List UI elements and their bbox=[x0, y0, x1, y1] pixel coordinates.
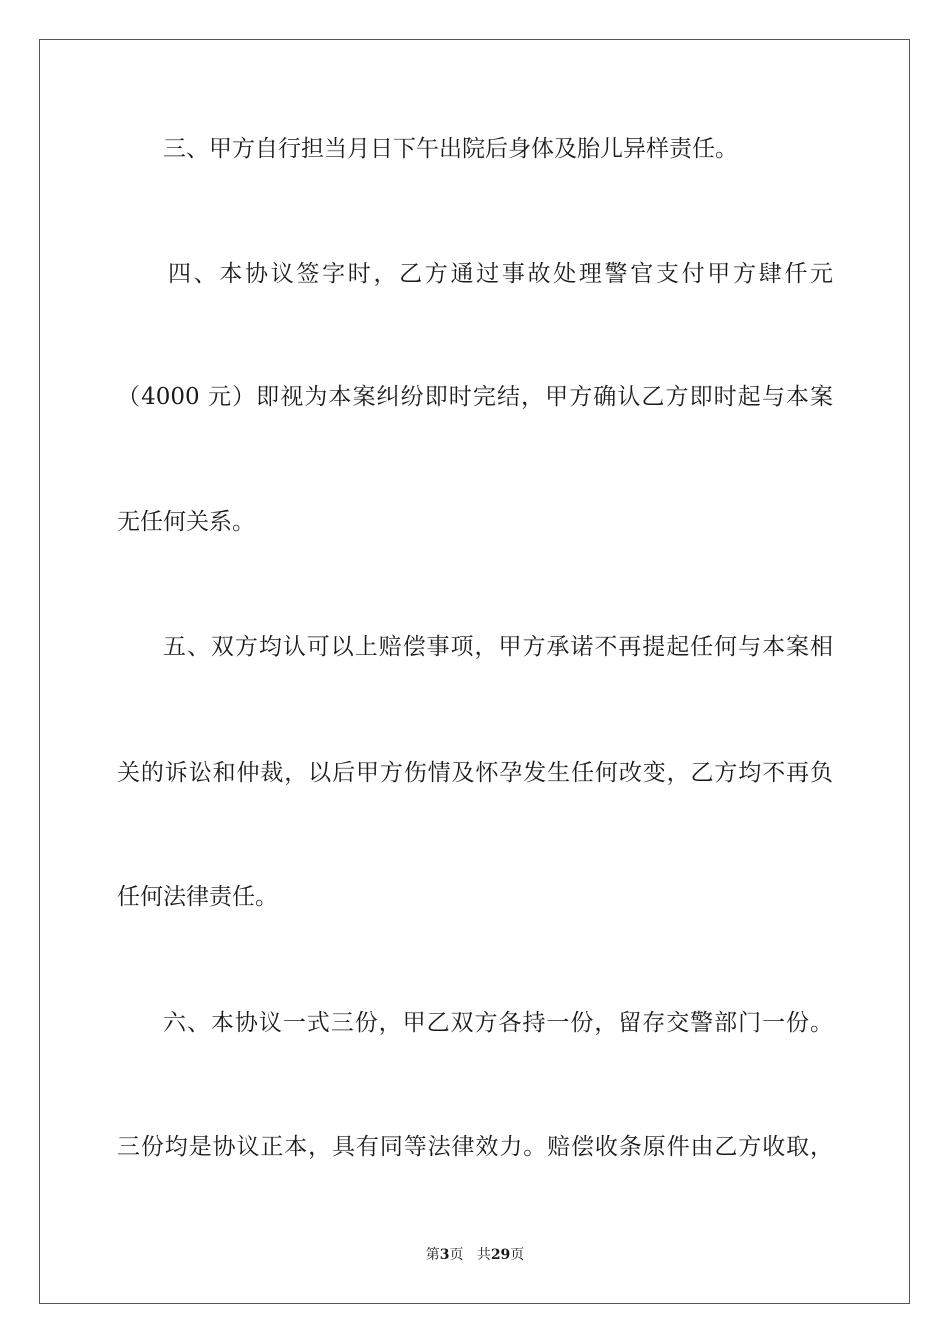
paragraph-4-line-2: （4000 元）即视为本案纠纷即时完结，甲方确认乙方即时起与本案 bbox=[117, 384, 833, 410]
paragraph-5-line-3: 任何法律责任。 bbox=[117, 884, 278, 910]
paragraph-4-line-1: 四、本协议签字时，乙方通过事故处理警官支付甲方肆仟元 bbox=[168, 261, 833, 287]
footer-total-prefix: 共 bbox=[476, 1247, 491, 1263]
page-footer bbox=[0, 1246, 950, 1264]
paragraph-6-line-2: 三份均是协议正本，具有同等法律效力。赔偿收条原件由乙方收取， bbox=[117, 1134, 833, 1160]
page-border bbox=[39, 39, 910, 1304]
footer-total-suffix: 页 bbox=[510, 1247, 525, 1263]
footer-page-suffix: 页 bbox=[449, 1247, 464, 1263]
footer-page-prefix: 第 bbox=[425, 1247, 440, 1263]
paragraph-4-line-3: 无任何关系。 bbox=[117, 509, 255, 535]
paragraph-5-line-1: 五、双方均认可以上赔偿事项，甲方承诺不再提起任何与本案相 bbox=[163, 634, 833, 660]
paragraph-5-line-2: 关的诉讼和仲裁，以后甲方伤情及怀孕发生任何改变，乙方均不再负 bbox=[117, 760, 833, 786]
paragraph-6-line-1: 六、本协议一式三份，甲乙双方各持一份，留存交警部门一份。 bbox=[163, 1010, 833, 1036]
footer-page-number: 3 bbox=[439, 1247, 450, 1263]
footer-total-pages: 29 bbox=[490, 1247, 511, 1263]
paragraph-3-line-1: 三、甲方自行担当月日下午出院后身体及胎儿异样责任。 bbox=[163, 136, 738, 162]
